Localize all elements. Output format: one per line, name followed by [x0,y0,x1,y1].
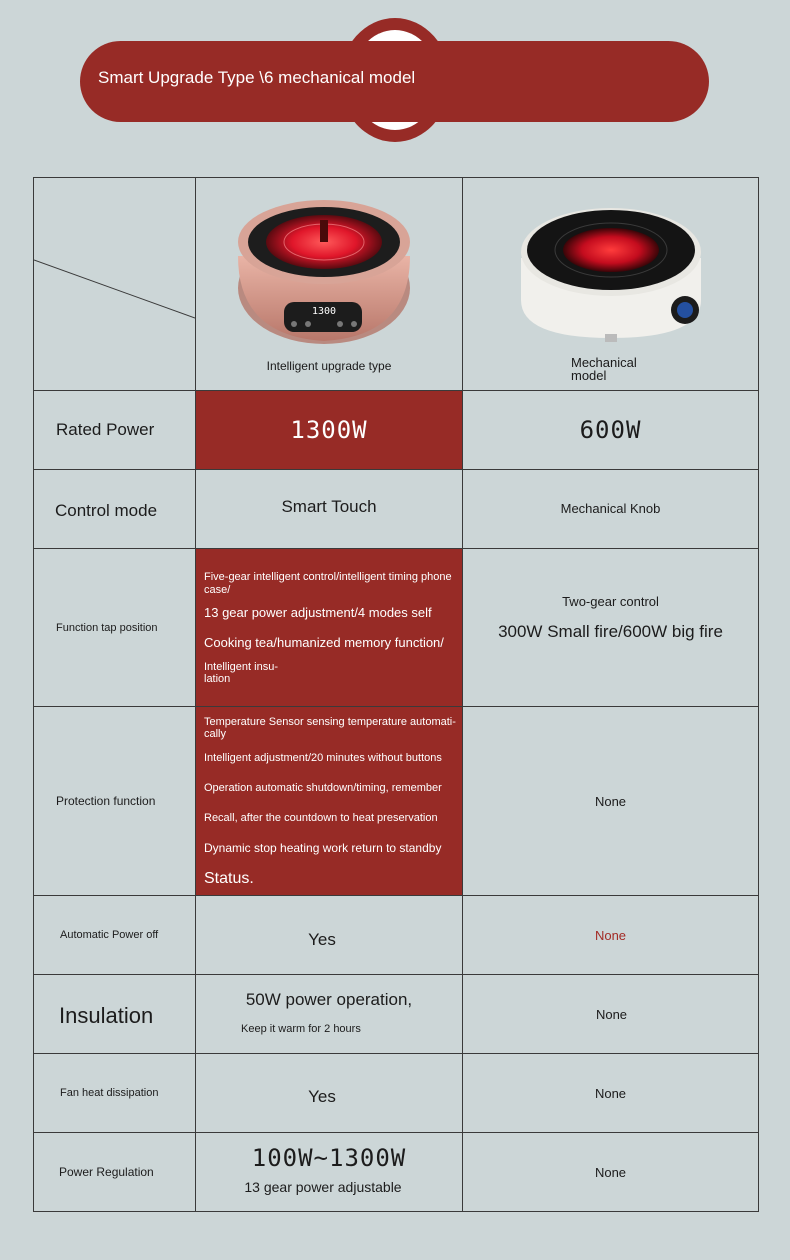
table-row-power-regulation [34,1132,758,1211]
smart-insulation [196,975,463,1053]
protection-line: Intelligent adjustment/20 minutes without buttons [204,752,442,764]
mechanical-caption-line1: Mechanical [571,355,637,370]
mechanical-function-tap [463,549,758,706]
power-regulation-gears: 13 gear power adjustable [244,1179,402,1195]
smart-control-mode: Smart Touch [196,470,463,548]
table-row-function-tap [34,548,758,706]
mechanical-control-mode: Mechanical Knob [560,500,661,516]
row-label-power-regulation: Power Regulation [34,1133,196,1211]
function-line: 13 gear power adjustment/4 modes self [204,605,432,620]
table-row-fan [34,1053,758,1132]
mechanical-rated-power: 600W [579,416,642,444]
mechanical-product-cell [463,178,758,390]
mechanical-caption-line2: model [571,368,607,383]
protection-line: Operation automatic shutdown/timing, remember [204,782,442,794]
smart-auto-off: Yes [196,896,463,974]
svg-text:1300: 1300 [311,306,337,317]
table-row-control-mode [34,469,758,548]
table-row-protection [34,706,758,895]
protection-line: cally [204,728,227,740]
smart-rated-power: 1300W [196,391,463,469]
smart-protection [196,707,463,895]
row-label-fan: Fan heat dissipation [34,1054,196,1132]
insulation-line1: 50W power operation, [245,990,413,1009]
mechanical-insulation: None [595,1006,628,1022]
mechanical-protection: None [594,793,627,809]
smart-power-regulation [196,1133,463,1211]
function-line: lation [204,673,231,685]
corner-cell [34,178,196,390]
banner-title: Smart Upgrade Type \6 mechanical model [98,68,416,87]
mechanical-stove-image [463,188,757,348]
smart-function-tap [196,549,463,706]
power-regulation-range: 100W~1300W [251,1144,407,1172]
smart-fan: Yes [196,1054,463,1132]
table-row-rated-power [34,390,758,469]
table-header-row [34,178,758,390]
comparison-table [33,177,759,1212]
row-label-protection: Protection function [34,707,196,895]
insulation-line2: Keep it warm for 2 hours [241,1023,361,1035]
diagonal-divider [34,178,195,389]
smart-product-caption: Intelligent upgrade type [266,359,392,373]
table-row-insulation [34,974,758,1053]
row-label-control-mode: Control mode [34,470,196,548]
function-line: Intelligent insu- [204,661,278,673]
function-line: Cooking tea/humanized memory function/ [204,635,444,650]
protection-line: Dynamic stop heating work return to standby [204,841,442,855]
mechanical-function-line2: 300W Small fire/600W big fire [498,622,723,641]
function-line: Five-gear intelligent control/intelligent timing phone case/ [204,571,452,596]
protection-line: Recall, after the countdown to heat preservation [204,812,438,824]
mechanical-fan: None [594,1085,627,1101]
row-label-rated-power: Rated Power [34,391,196,469]
mechanical-product-caption [571,356,637,382]
protection-line: Status. [204,870,254,887]
smart-stove-image [196,186,462,356]
row-label-function-tap: Function tap position [34,549,196,706]
mechanical-function-line1: Two-gear control [562,594,659,609]
row-label-auto-off: Automatic Power off [34,896,196,974]
mechanical-power-regulation: None [594,1164,627,1180]
protection-line: Temperature Sensor sensing temperature automati- [204,716,456,728]
banner [0,0,790,160]
mechanical-auto-off: None [594,927,627,943]
row-label-insulation: Insulation [34,975,196,1053]
table-row-auto-off [34,895,758,974]
smart-product-cell [196,178,463,390]
